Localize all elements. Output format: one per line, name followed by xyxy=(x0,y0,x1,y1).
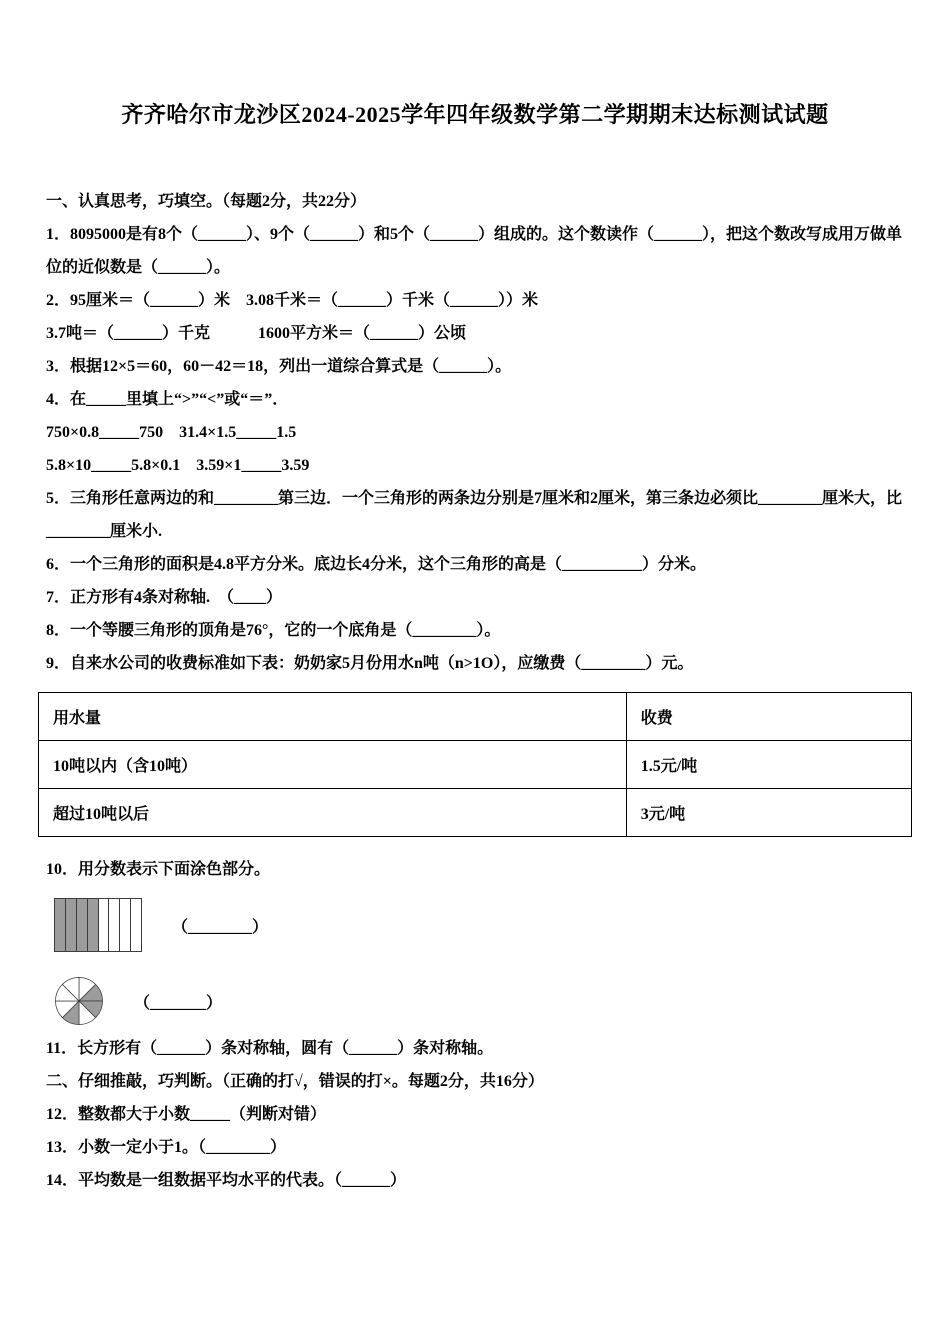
section-fill-heading: 一、认真思考，巧填空。（每题2分，共22分） xyxy=(46,193,367,210)
table-row xyxy=(39,789,912,837)
question-4-row-2: 5.8×10_____5.8×0.1 3.59×1_____3.59 xyxy=(46,457,310,474)
strips-answer-caption: （________） xyxy=(172,918,269,936)
circle-answer-caption: （_______） xyxy=(134,994,223,1012)
shaded-circle-figure xyxy=(54,976,104,1026)
question-14: 14．平均数是一组数据平均水平的代表。（______） xyxy=(46,1172,407,1189)
strip-cell xyxy=(131,899,141,951)
question-9: 9．自来水公司的收费标准如下表：奶奶家5月份用水n吨（n>1O），应缴费（________）元。 xyxy=(46,655,694,672)
table-cell-usage-1: 10吨以内（含10吨） xyxy=(39,741,627,789)
question-1: 1．8095000是有8个（______）、9个（______）和5个（______）组成的。这个数读作（______），把这个数改写成用万做单位的近似数是（______）。 xyxy=(46,226,903,276)
table-header-row xyxy=(39,693,912,741)
question-3: 3．根据12×5＝60，60－42＝18，列出一道综合算式是（______）。 xyxy=(46,358,512,375)
strip-cell xyxy=(120,899,131,951)
section-judge-heading: 二、仔细推敲，巧判断。（正确的打√，错误的打×。每题2分，共16分） xyxy=(46,1073,544,1090)
strip-cell xyxy=(88,899,99,951)
table-header-fee: 收费 xyxy=(626,693,911,741)
table-cell-fee-2: 3元/吨 xyxy=(626,789,911,837)
table-row xyxy=(39,741,912,789)
question-10: 10．用分数表示下面涂色部分。 xyxy=(46,861,271,878)
strip-cell xyxy=(109,899,120,951)
question-5: 5．三角形任意两边的和________第三边．一个三角形的两条边分别是7厘米和2厘米，第三条边必须比________厘米大，比________厘米小. xyxy=(46,490,903,540)
strip-cell xyxy=(66,899,77,951)
water-fee-table xyxy=(38,692,912,837)
question-13: 13．小数一定小于1。（________） xyxy=(46,1139,287,1156)
question-12: 12．整数都大于小数_____（判断对错） xyxy=(46,1106,327,1123)
strip-cell xyxy=(77,899,88,951)
strip-cell xyxy=(55,899,66,951)
table-cell-usage-2: 超过10吨以后 xyxy=(39,789,627,837)
question-2-continued: 3.7吨＝（______）千克 1600平方米＝（______）公顷 xyxy=(46,325,467,342)
question-8: 8．一个等腰三角形的顶角是76°，它的一个底角是（________）。 xyxy=(46,622,501,639)
strip-cell xyxy=(99,899,110,951)
table-cell-fee-1: 1.5元/吨 xyxy=(626,741,911,789)
rectangle-figure-row xyxy=(54,898,904,952)
page-title: 齐齐哈尔市龙沙区2024-2025学年四年级数学第二学期期末达标测试试题 xyxy=(121,102,829,127)
table-header-usage: 用水量 xyxy=(39,693,627,741)
question-7: 7．正方形有4条对称轴. （____） xyxy=(46,589,283,606)
question-6: 6．一个三角形的面积是4.8平方分米。底边长4分米，这个三角形的高是（__________）分米。 xyxy=(46,556,707,573)
question-2: 2．95厘米＝（______）米 3.08千米＝（______）千米（______））米 xyxy=(46,292,539,309)
question-4: 4．在_____里填上“>”“<”或“＝”． xyxy=(46,391,289,408)
circle-figure-row xyxy=(54,976,904,1026)
question-11: 11．长方形有（______）条对称轴，圆有（______）条对称轴。 xyxy=(46,1040,494,1057)
shaded-strips-figure xyxy=(54,898,142,952)
question-4-row-1: 750×0.8_____750 31.4×1.5_____1.5 xyxy=(46,424,297,441)
